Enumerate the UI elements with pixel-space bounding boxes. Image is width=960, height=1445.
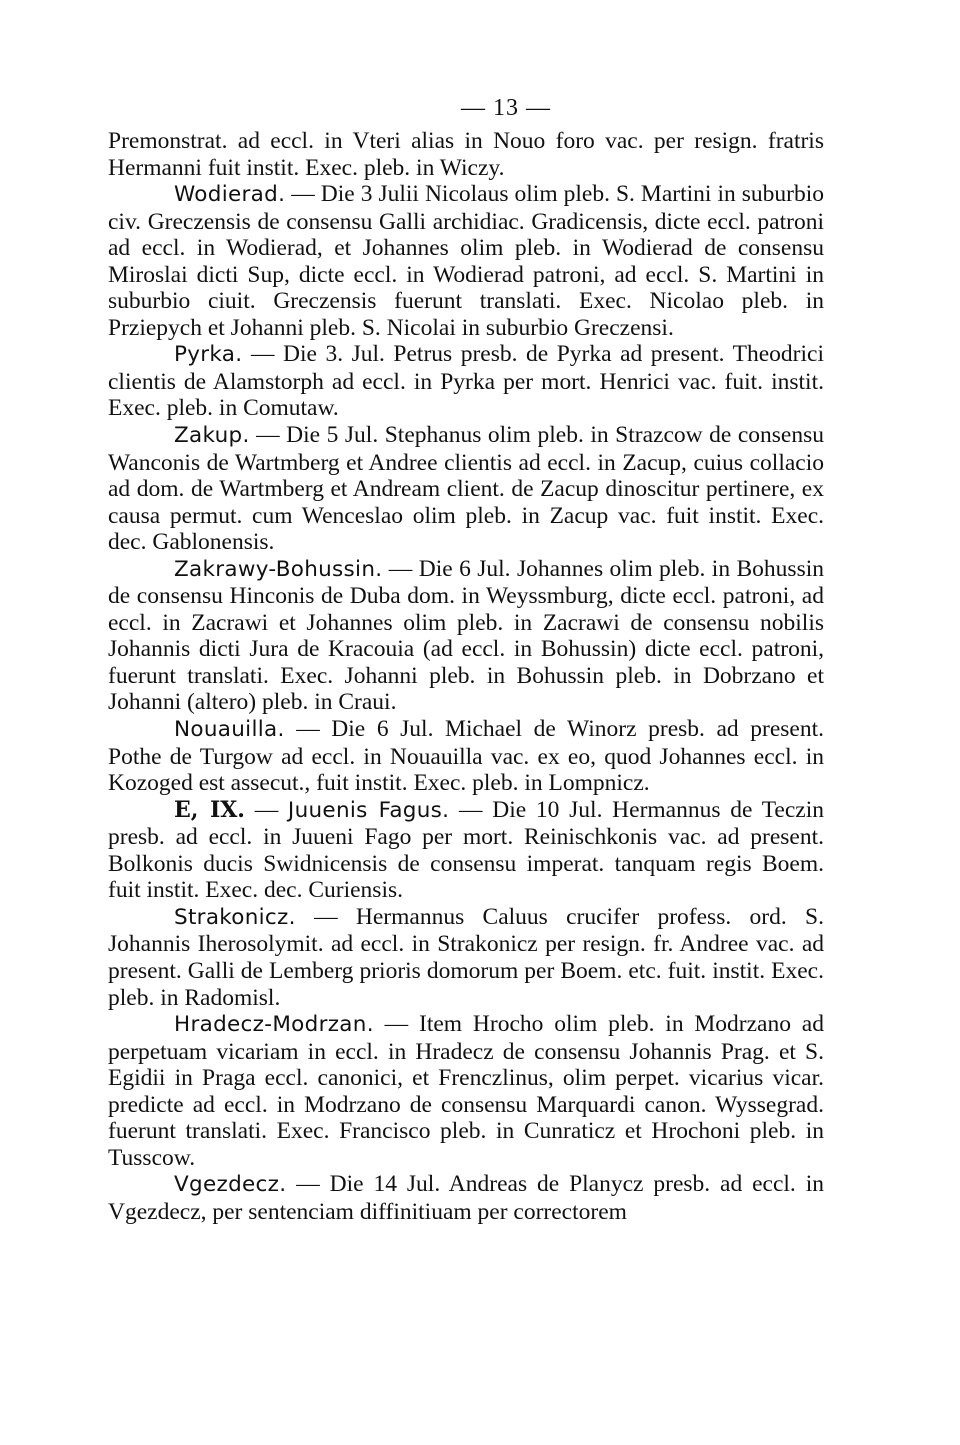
entry-headword: Wodierad. xyxy=(174,182,286,208)
entry-text: — Die 5 Jul. Stephanus olim pleb. in Strazcow de consensu Wanconis de Wartmberg et Andree clientis ad eccl. in Zacup, cuius collacio ad dom. de Wartmberg et Andream client. de Zacup dinoscitur pertinere, ex causa permut. cum Wenceslao olim pleb. in Zacup vac. fuit instit. Exec. dec. Gablonensis. xyxy=(108,422,824,556)
entry-strakonicz xyxy=(108,904,824,1011)
entry-pyrka xyxy=(108,341,824,422)
document-body xyxy=(108,128,824,1225)
entry-text: — Die 14 Jul. Andreas de Planycz presb. ad eccl. in Vgezdecz, per sentenciam diffinitiuam per correctorem xyxy=(108,1171,824,1225)
page-number: — 13 — xyxy=(461,95,551,121)
entry-text: Premonstrat. ad eccl. in Vteri alias in Nouo foro vac. per resign. fratris Hermanni fuit instit. Exec. pleb. in Wiczy. xyxy=(108,128,824,181)
entry-vgezdecz xyxy=(108,1171,824,1225)
entry-text: — Die 6 Jul. Michael de Winorz presb. ad present. Pothe de Turgow ad eccl. in Nouauilla vac. ex eo, quod Johannes eccl. in Kozoged est assecut., fuit instit. Exec. pleb. in Lompnicz. xyxy=(108,716,824,797)
entry-text: — Die 3 Julii Nicolaus olim pleb. S. Martini in suburbio civ. Greczensis de consensu Galli archidiac. Gradicensis, dicte eccl. patroni ad eccl. in Wodierad, et Johannes olim pleb. in Wodierad de consensu Miroslai dicti Sup, dicte eccl. in Wodierad patroni, ad eccl. S. Martini in suburbio ciuit. Greczensis fuerunt translati. Exec. Nicolao pleb. in Prziepych et Johanni pleb. S. Nicolai in suburbio Greczensi. xyxy=(108,181,824,341)
entry-headword: Vgezdecz. xyxy=(174,1172,287,1198)
entry-headword: Juuenis Fagus. xyxy=(287,797,450,823)
entry-text: — Hermannus Caluus crucifer profess. ord. S. Johannis Iherosolymit. ad eccl. in Strakonicz per resign. fr. Andree vac. ad present. Galli de Lemberg prioris domorum per Boem. etc. fuit. instit. Exec. pleb. in Radomisl. xyxy=(108,903,824,1011)
entry-zakrawy-bohussin xyxy=(108,556,824,716)
entry-wodierad xyxy=(108,181,824,341)
entry-headword: Zakup. xyxy=(174,423,250,449)
entry-headword: Nouauilla. xyxy=(174,717,285,743)
entry-text: — Die 10 Jul. Hermannus de Teczin presb. ad eccl. in Juueni Fago per mort. Reinischkonis vac. ad present. Bolkonis ducis Swidnicensis de consensu imperat. tanquam regis Boem. fuit instit. Exec. dec. Curiensis. xyxy=(108,796,824,904)
marker-separator: — xyxy=(244,796,288,823)
entry-text: — Item Hrocho olim pleb. in Modrzano ad perpetuam vicariam in eccl. in Hradecz de consensu Johannis Prag. et S. Egidii in Praga eccl. canonici, et Frenczlinus, olim perpet. vicarius vicar. predicte ad eccl. in Modrzano de consensu Marquardi canon. Wyssegrad. fuerunt translati. Exec. Francisco pleb. in Cunraticz et Hrochoni pleb. in Tusscow. xyxy=(108,1011,824,1171)
entry-headword: Hradecz-Modrzan. xyxy=(174,1012,374,1038)
entry-text: — Die 3. Jul. Petrus presb. de Pyrka ad present. Theodrici clientis de Alamstorph ad eccl. in Pyrka per mort. Henrici vac. fuit. instit. Exec. pleb. in Comutaw. xyxy=(108,341,824,422)
entry-headword: Pyrka. xyxy=(174,342,243,368)
section-marker: E, IX. xyxy=(174,796,245,823)
entry-zakup xyxy=(108,422,824,556)
entry-nouauilla xyxy=(108,716,824,797)
entry-text: — Die 6 Jul. Johannes olim pleb. in Bohussin de consensu Hinconis de Duba dom. in Weyssmburg, dicte eccl. patroni, ad eccl. in Zacrawi et Johannes olim pleb. in Zacrawi de consensu nobilis Johannis dicti Jura de Kracouia (ad eccl. in Bohussin) dicte eccl. patroni, fuerunt translati. Exec. Johanni pleb. in Bohussin pleb. in Dobrzano et Johanni (altero) pleb. in Craui. xyxy=(108,555,824,716)
document-page xyxy=(108,88,824,1225)
entry-juuenis-fagus xyxy=(108,797,824,904)
entry-premonstrat xyxy=(108,128,824,181)
entry-headword: Zakrawy-Bohussin. xyxy=(174,556,383,582)
entry-headword: Strakonicz. xyxy=(174,904,296,930)
entry-hradecz-modrzan xyxy=(108,1011,824,1171)
